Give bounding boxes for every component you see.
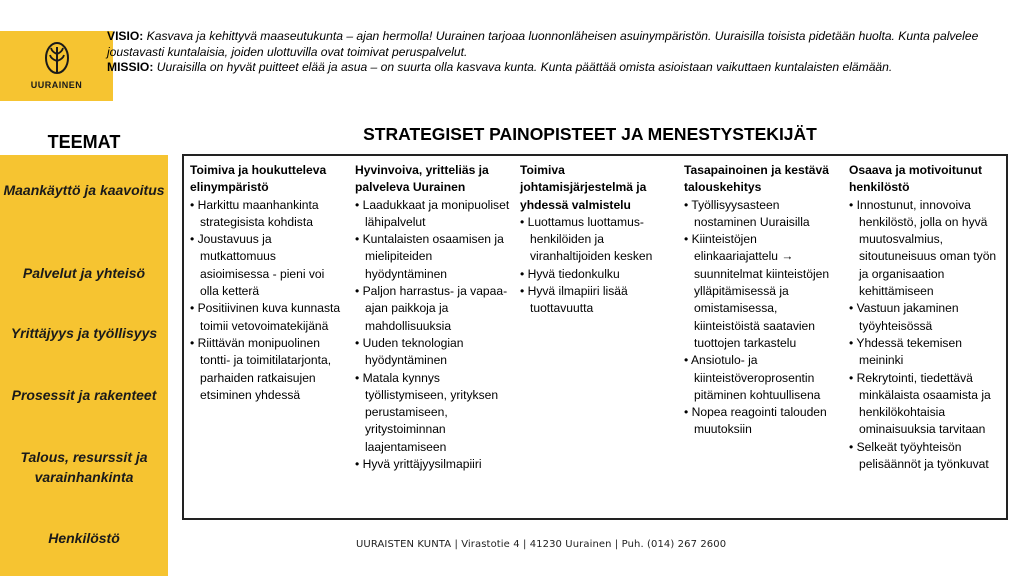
theme-personnel: Henkilöstö (48, 530, 120, 546)
list-item: • Yhdessä tekemisen meininki (849, 335, 1005, 370)
list-item: • Riittävän monipuolinen tontti- ja toimitilatarjonta, parhaiden ratkaisujen etsiminen yhdessä (190, 335, 346, 404)
list-item: • Positiivinen kuva kunnasta toimii vetovoimatekijänä (190, 300, 346, 335)
footer-contact: UURAISTEN KUNTA | Virastotie 4 | 41230 Uurainen | Puh. (014) 267 2600 (356, 539, 727, 550)
list-item: • Rekrytointi, tiedettävä minkälaista osaamista ja henkilökohtaisia ominaisuuksia tarvitaan (849, 370, 1005, 439)
list-item: • Kuntalaisten osaamisen ja mielipiteiden hyödyntäminen (355, 231, 511, 283)
list-item: • Matala kynnys työllistymiseen, yrityksen perustamiseen, yritystoiminnan laajentamiseen (355, 370, 511, 456)
wheat-sprout-icon (44, 42, 70, 78)
list-item: • Innostunut, innovoiva henkilöstö, jolla on hyvä muutosvalmius, sitoutuneisuus oman työn ja organisaation kehittämiseen (849, 197, 1005, 301)
theme-processes: Prosessit ja rakenteet (11, 387, 157, 403)
list-item: • Luottamus luottamus-henkilöiden ja viranhaltijoiden kesken (520, 214, 674, 266)
list-item: • Hyvä yrittäjyysilmapiiri (355, 456, 511, 473)
column-heading: Toimiva johtamisjärjestelmä ja yhdessä valmistelu (520, 163, 647, 212)
logo-text: UURAINEN (30, 80, 83, 90)
list-item: • Uuden teknologian hyödyntäminen (355, 335, 511, 370)
strategy-title: STRATEGISET PAINOPISTEET JA MENESTYSTEKIJÄT (363, 124, 817, 144)
list-item: • Työllisyysasteen nostaminen Uuraisilla (684, 197, 840, 232)
list-item: • Paljon harrastus- ja vapaa-ajan paikkoja ja mahdollisuuksia (355, 283, 511, 335)
vision-text: Kasvava ja kehittyvä maaseutukunta – ajan hermolla! Uurainen tarjoaa luonnonläheisen asuinympäristön. Uuraisilla toisista pidetään huolta. Kunta palvelee joustavasti kuntalaisia, joiden ulottuvilla ovat toimivat peruspalvelut. (107, 29, 979, 59)
column-heading: Hyvinvoiva, yritteliäs ja palveleva Uurainen (355, 163, 489, 195)
theme-entrepreneurship: Yrittäjyys ja työllisyys (10, 325, 158, 341)
vision-statement (107, 29, 1012, 60)
list-item: • Ansiotulo- ja kiinteistöveroprosentin pitäminen kohtuullisena (684, 352, 840, 404)
strategy-column-personnel (849, 162, 1005, 473)
list-item: • Kiinteistöjen elinkaariajattelu → suunnitelmat kiinteistöjen ylläpitämisessä ja omistamisessa, kiinteistöistä saatavien tuottojen tarkastelu (684, 231, 840, 352)
themes-sidebar (0, 155, 168, 576)
list-item: • Joustavuus ja mutkattomuus asioimisessa - pieni voi olla ketterä (190, 231, 346, 300)
list-item: • Hyvä tiedonkulku (520, 266, 674, 283)
list-item: • Selkeät työyhteisön pelisäännöt ja työnkuvat (849, 439, 1005, 474)
list-item: • Nopea reagointi talouden muutoksiin (684, 404, 840, 439)
mission-label: MISSIO: (107, 60, 154, 74)
logo (0, 31, 113, 101)
list-item: • Laadukkaat ja monipuoliset lähipalvelut (355, 197, 511, 232)
theme-finance: Talous, resurssit ja varainhankinta (20, 449, 148, 485)
vision-mission-text (107, 29, 1012, 76)
column-heading: Toimiva ja houkutteleva elinympäristö (190, 163, 327, 195)
list-item: • Hyvä ilmapiiri lisää tuottavuutta (520, 283, 674, 318)
column-heading: Osaava ja motivoitunut henkilöstö (849, 163, 983, 195)
themes-title: TEEMAT (47, 132, 121, 152)
theme-services: Palvelut ja yhteisö (22, 265, 146, 281)
mission-text: Uuraisilla on hyvät puitteet elää ja asua – on suurta olla kasvava kunta. Kunta päättää omista asioistaan vaikuttaen kuntalaisten elämään. (156, 60, 893, 74)
mission-statement (107, 60, 1012, 76)
list-item: • Vastuun jakaminen työyhteisössä (849, 300, 1005, 335)
vision-label: VISIO: (107, 29, 144, 43)
strategy-column-economy (684, 162, 840, 439)
list-item: • Harkittu maanhankinta strategisista kohdista (190, 197, 346, 232)
strategy-column-wellbeing (355, 162, 511, 473)
strategy-column-management (520, 162, 674, 318)
strategy-column-living-environment (190, 162, 346, 404)
theme-land-use: Maankäyttö ja kaavoitus (3, 182, 165, 198)
column-heading: Tasapainoinen ja kestävä talouskehitys (684, 163, 829, 195)
